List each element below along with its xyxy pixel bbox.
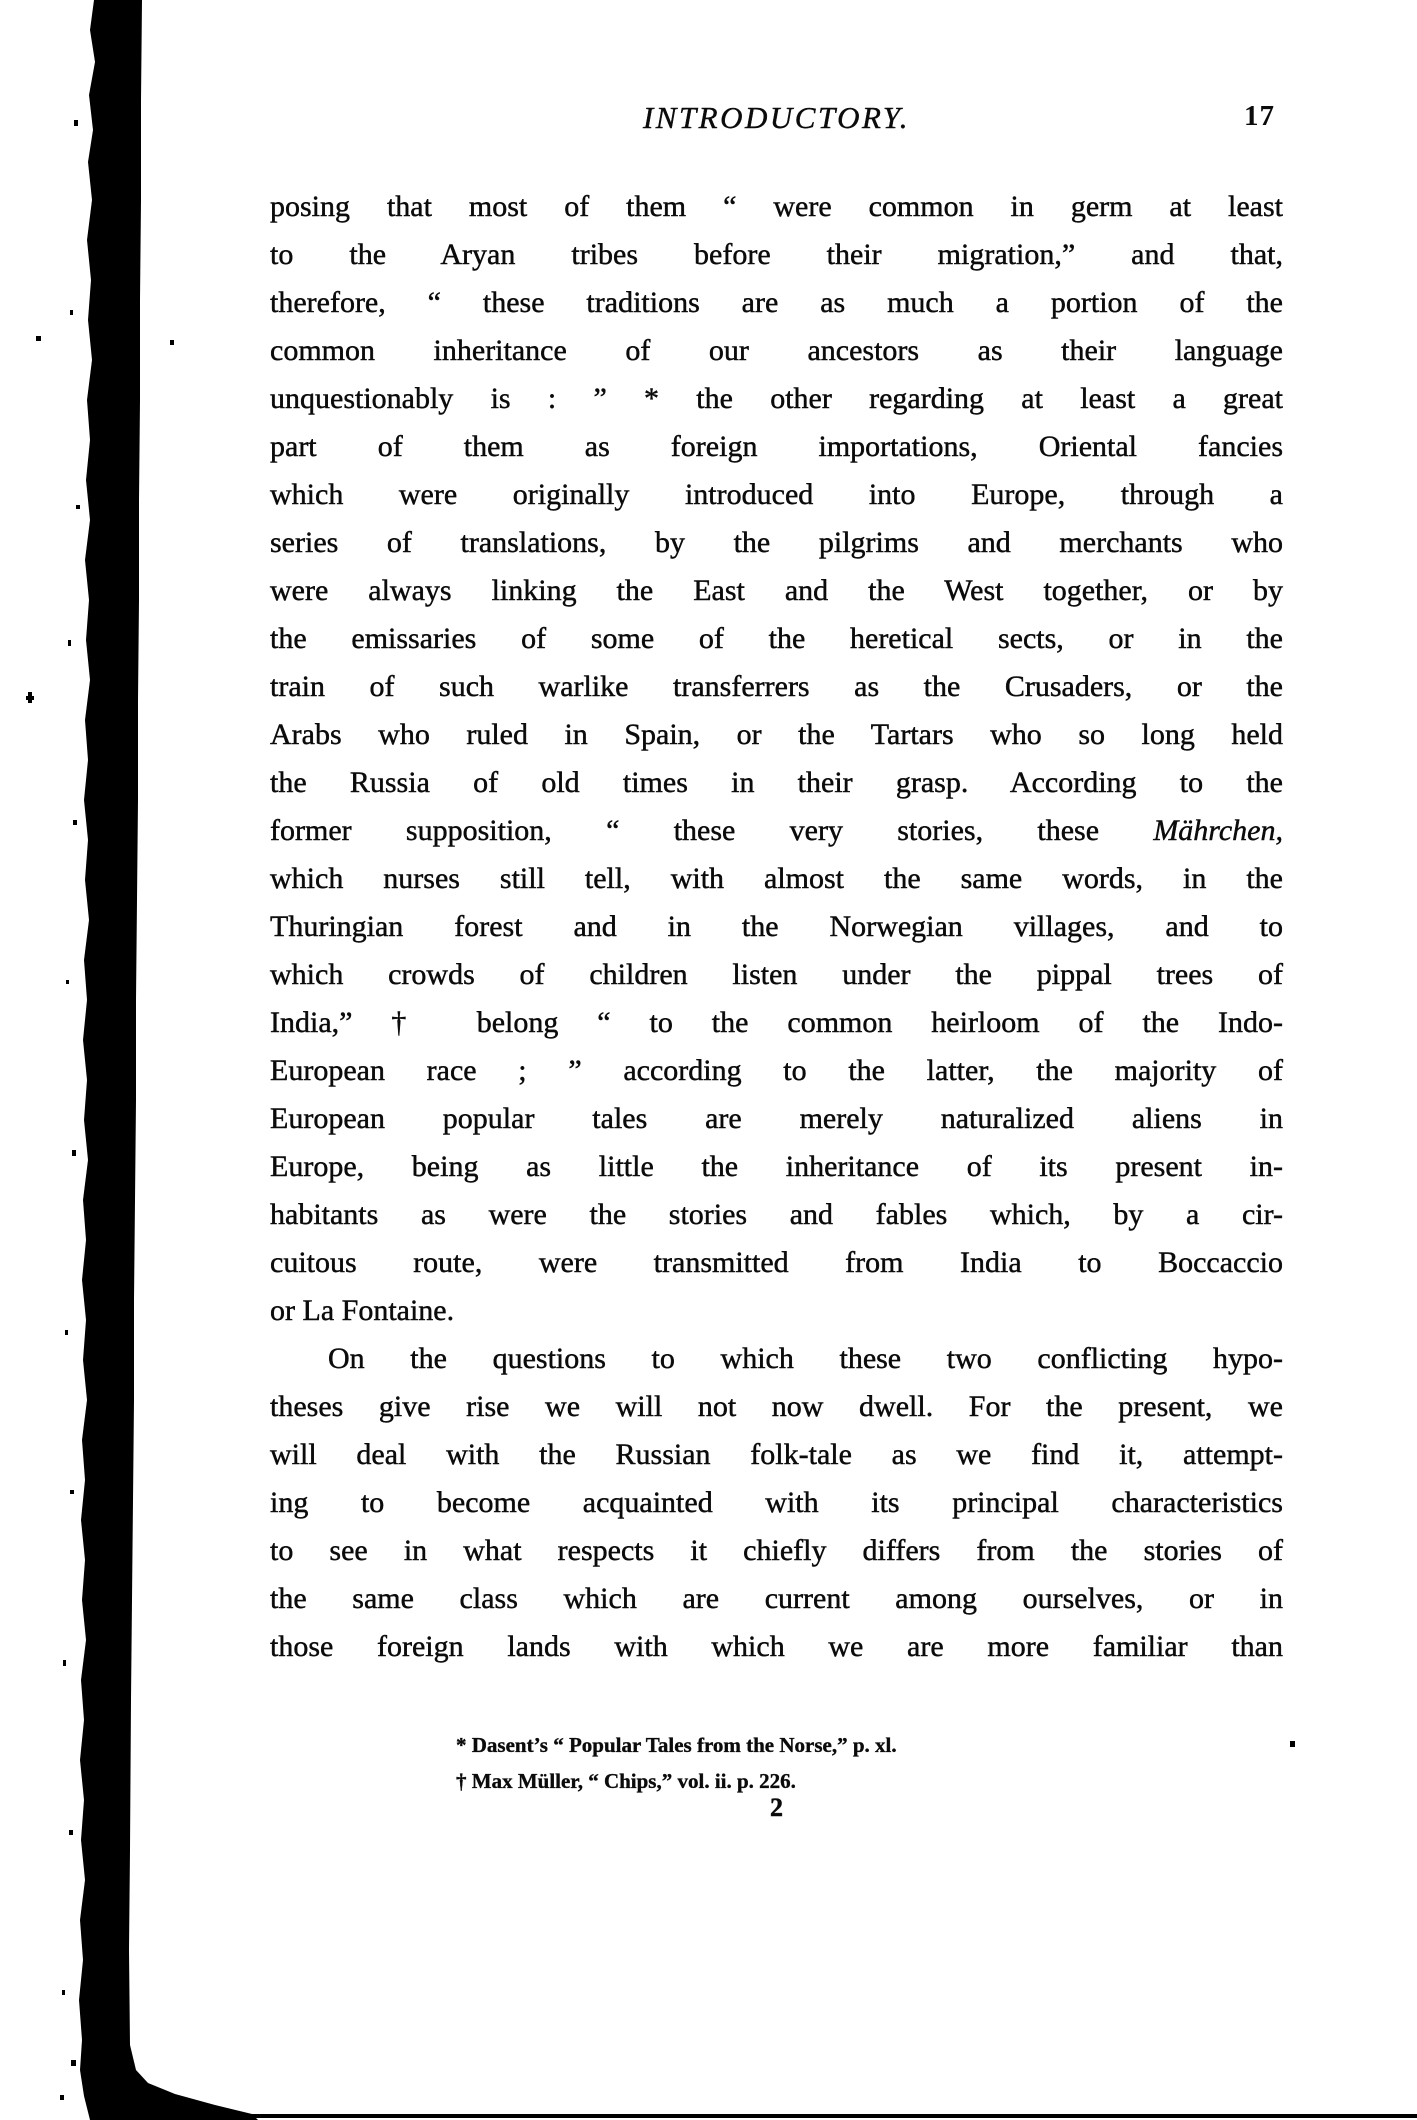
text-segment: On the questions to which these two conflicting hypo- (328, 1342, 1283, 1375)
text-line (270, 1047, 1283, 1095)
text-line (270, 375, 1283, 423)
text-line (270, 1191, 1283, 1239)
footnotes (270, 1727, 1283, 1799)
text-segment: the emissaries of some of the heretical sects, or in the (270, 622, 1283, 655)
text-line (270, 471, 1283, 519)
text-line (270, 999, 1283, 1047)
text-segment: Europe, being as little the inheritance of its present in- (270, 1150, 1283, 1183)
text-segment: the same class which are current among ourselves, or in (270, 1582, 1283, 1615)
text-segment: therefore, “ these traditions are as much a portion of the (270, 286, 1283, 319)
text-line (270, 1623, 1283, 1671)
text-line (270, 1575, 1283, 1623)
text-segment: those foreign lands with which we are more familiar than (270, 1630, 1283, 1663)
ink-speck (1290, 1741, 1295, 1747)
text-line (270, 615, 1283, 663)
text-segment: European race ; ” according to the latter, the majority of (270, 1054, 1283, 1087)
ink-speck (36, 336, 41, 341)
text-line (270, 1095, 1283, 1143)
text-segment: which were originally introduced into Europe, through a (270, 478, 1283, 511)
text-segment: the Russia of old times in their grasp. According to the (270, 766, 1283, 799)
text-line (270, 567, 1283, 615)
text-line (270, 1239, 1283, 1287)
text-segment: India,” † belong “ to the common heirloom of the Indo- (270, 1006, 1283, 1039)
text-segment: ing to become acquainted with its principal characteristics (270, 1486, 1283, 1519)
text-segment: which crowds of children listen under the pippal trees of (270, 958, 1283, 991)
text-segment: posing that most of them “ were common in germ at least (270, 190, 1283, 223)
text-segment: theses give rise we will not now dwell. For the present, we (270, 1390, 1283, 1423)
text-segment: cuitous route, were transmitted from India to Boccaccio (270, 1246, 1283, 1279)
text-segment: to the Aryan tribes before their migration,” and that, (270, 238, 1283, 271)
text-segment: train of such warlike transferrers as the Crusaders, or the (270, 670, 1283, 703)
page-number: 17 (1244, 100, 1275, 132)
bottom-edge-line (95, 2114, 1417, 2118)
text-line (270, 1383, 1283, 1431)
text-line (270, 279, 1283, 327)
text-segment: part of them as foreign importations, Oriental fancies (270, 430, 1283, 463)
body-text (270, 183, 1283, 1671)
text-segment: will deal with the Russian folk-tale as we find it, attempt- (270, 1438, 1283, 1471)
gutter-shadow-band (79, 0, 258, 2120)
text-segment: to see in what respects it chiefly differs from the stories of (270, 1534, 1283, 1567)
text-line (270, 1335, 1283, 1383)
ink-speck (170, 340, 174, 345)
text-line (270, 1287, 1283, 1335)
italic-text-segment: Mährchen, (1153, 814, 1283, 847)
text-line (270, 231, 1283, 279)
text-line (270, 903, 1283, 951)
text-line (270, 1479, 1283, 1527)
text-segment: series of translations, by the pilgrims and merchants who (270, 526, 1283, 559)
text-line (270, 1143, 1283, 1191)
text-line (270, 855, 1283, 903)
text-segment: European popular tales are merely naturalized aliens in (270, 1102, 1283, 1135)
footnote: * Dasent’s “ Popular Tales from the Norse,” p. xl. (456, 1733, 897, 1757)
text-segment: habitants as were the stories and fables which, by a cir- (270, 1198, 1283, 1231)
text-line (270, 759, 1283, 807)
text-line (270, 327, 1283, 375)
text-segment: Thuringian forest and in the Norwegian villages, and to (270, 910, 1283, 943)
text-segment: Arabs who ruled in Spain, or the Tartars who so long held (270, 718, 1283, 751)
text-line (270, 711, 1283, 759)
text-segment: common inheritance of our ancestors as their language (270, 334, 1283, 367)
page-header (270, 100, 1283, 146)
signature-mark: 2 (770, 1793, 783, 1822)
text-line (270, 807, 1283, 855)
text-line (270, 519, 1283, 567)
ink-speck (28, 692, 32, 703)
running-title: INTRODUCTORY. (642, 100, 911, 135)
text-line (270, 183, 1283, 231)
text-line (270, 1527, 1283, 1575)
text-segment: which nurses still tell, with almost the same words, in the (270, 862, 1283, 895)
text-segment: unquestionably is : ” * the other regarding at least a great (270, 382, 1283, 415)
text-line (270, 423, 1283, 471)
text-line (270, 951, 1283, 999)
text-segment: or La Fontaine. (270, 1294, 455, 1327)
footnote: † Max Müller, “ Chips,” vol. ii. p. 226. (456, 1769, 796, 1793)
text-segment: were always linking the East and the West together, or by (270, 574, 1283, 607)
text-segment: former supposition, “ these very stories, these (270, 814, 1154, 847)
text-line (270, 663, 1283, 711)
text-line (270, 1431, 1283, 1479)
